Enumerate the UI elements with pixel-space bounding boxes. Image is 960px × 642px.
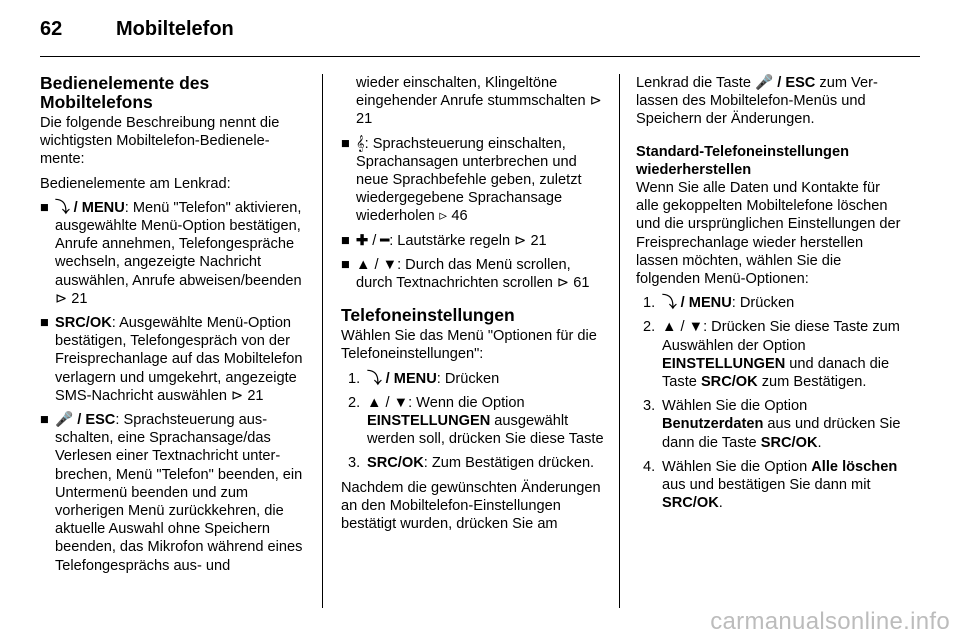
item-text: aus und bestätigen Sie dann mit	[662, 477, 871, 494]
list-item	[40, 411, 308, 575]
list-item	[341, 135, 605, 226]
item-text: wieder einschalten, Klingeltöne eingehender Anrufe stummschalten	[356, 75, 590, 110]
separator: /	[368, 232, 381, 249]
step-item	[341, 394, 605, 449]
page-number: 62	[40, 18, 63, 40]
step-item	[636, 294, 906, 312]
step-item	[636, 458, 906, 513]
item-text: : Zum Bestätigen drücken.	[423, 455, 595, 472]
page-ref-icon: ⊳	[231, 387, 244, 404]
page-ref: 21	[530, 232, 547, 249]
phone-icon: ⤵	[662, 295, 677, 312]
step-number: 4.	[643, 458, 656, 475]
paragraph: Wenn Sie alle Daten und Kontakte für alle gekoppelten Mobiltelefone löschen und die ursprünglichen Einstellungen der Freisprechanlage wieder herstellen lassen möchten, wählen Sie die folgenden Menü-Optionen:	[636, 180, 901, 288]
key-label: / MENU	[680, 295, 732, 312]
step-item	[341, 454, 605, 472]
key-label: SRC/OK	[700, 374, 758, 391]
item-text: : Ausgewählte Menü-Option bestätigen, Telefongespräch von der Freisprechanlage auf das Mobiltelefon verlagern und umgekehrt, angezeigte SMS-Nachricht auswählen	[55, 315, 303, 404]
separator: /	[381, 394, 394, 411]
paragraph: Nachdem die gewünschten Änderungen an den Mobiltelefon-Einstellungen bestätigt wurden, drücken Sie am	[341, 479, 601, 533]
key-label: SRC/OK	[55, 315, 112, 332]
item-text: : Menü "Telefon" aktivieren, ausgewählte Menü-Option bestätigen, Anrufe annehmen, Telefongespräche wechseln, angezeigte Nachricht auswählen, Anrufe abweisen/beenden	[55, 199, 302, 289]
plus-icon: ✚	[356, 232, 369, 249]
list-item	[341, 256, 605, 292]
page-ref: 21	[247, 387, 264, 404]
separator: /	[370, 256, 383, 273]
key-label: / MENU	[73, 199, 125, 216]
bullet: ■	[40, 199, 49, 216]
bullet: ■	[40, 315, 49, 332]
page-ref-icon: ⊳	[514, 232, 527, 249]
key-label: SRC/OK	[662, 495, 719, 512]
bullet: ■	[341, 256, 350, 273]
list-item	[40, 199, 308, 308]
column-divider	[619, 74, 620, 608]
section-heading: Bedienelemente des Mobiltelefons	[40, 73, 210, 112]
item-text: : Lautstärke regeln	[389, 232, 515, 249]
item-text: .	[718, 495, 723, 512]
bullet: ■	[341, 232, 350, 249]
item-text: Lenkrad die Taste	[636, 75, 755, 91]
voice-off-icon: 🎤	[55, 412, 74, 429]
item-text: zum Verlassen des Mobiltelefon-Menüs und Speichern der Änderungen.	[636, 75, 878, 128]
voice-off-icon: 🎤	[755, 75, 774, 91]
step-number: 1.	[643, 295, 656, 312]
page-ref-icon: ⊳	[589, 93, 602, 110]
step-item	[636, 397, 906, 452]
item-text: Wählen Sie die Option	[662, 398, 808, 415]
page-ref-icon: ⊳	[556, 275, 570, 292]
item-text: .	[817, 434, 822, 451]
arrow-down-icon: ▼	[393, 394, 409, 411]
key-label: / ESC	[777, 75, 816, 91]
minus-icon: ━	[380, 232, 390, 249]
header-rule	[40, 56, 920, 57]
arrow-up-icon: ▲	[356, 256, 371, 273]
list-item	[341, 232, 605, 250]
separator: /	[676, 319, 689, 336]
page-ref-icon: ⊳	[438, 208, 448, 225]
section-heading: Telefoneinstellungen	[341, 305, 515, 326]
option-label: Alle löschen	[811, 458, 898, 475]
item-text: ausgewählt werden soll, drücken Sie diese Taste	[367, 413, 604, 448]
page-ref: 61	[573, 275, 590, 292]
phone-icon: ⤵	[367, 370, 382, 387]
column-divider	[322, 74, 323, 608]
option-label: EINSTELLUNGEN	[662, 355, 786, 372]
item-text: : Drücken	[731, 295, 795, 312]
page-ref: 21	[71, 290, 88, 307]
paragraph: Bedienelemente am Lenkrad:	[40, 175, 231, 192]
bullet: ■	[40, 412, 49, 429]
arrow-up-icon: ▲	[367, 394, 382, 411]
arrow-down-icon: ▼	[688, 319, 704, 336]
page-title: Mobiltelefon	[116, 18, 234, 40]
step-item	[341, 370, 605, 388]
watermark: carmanualsonline.info	[710, 608, 950, 635]
paragraph: Wählen Sie das Menü "Optionen für die Telefoneinstellungen":	[341, 328, 597, 363]
item-text: : Sprachsteuerung ausschalten, eine Sprachansage/das Verlesen einer Textnachricht unterbrechen, Menü "Telefon" beenden, ein Untermenü beenden und zum vorherigen Menü zurückkehren, die aktuelle Auswahl ohne Speichern beenden, das Mikrofon während eines Telefongesprächs aus- und	[55, 412, 303, 574]
item-text: aus und drücken Sie dann die Taste	[662, 416, 901, 451]
paragraph: Die folgende Beschreibung nennt die wichtigsten Mobiltelefon-Bedienelemente:	[40, 115, 280, 168]
item-text: zum Bestätigen.	[757, 374, 867, 391]
subsection-heading: Standard-Telefoneinstellungen wiederherstellen	[636, 143, 849, 178]
item-text: : Drücken Sie diese Taste zum Auswählen der Option	[662, 319, 900, 354]
paragraph	[636, 74, 906, 129]
list-item-continued	[341, 74, 605, 129]
step-number: 3.	[348, 455, 361, 472]
step-number: 1.	[348, 370, 361, 387]
step-number: 2.	[643, 319, 656, 336]
page-ref: 21	[356, 111, 373, 128]
step-item	[636, 318, 906, 391]
column-2	[341, 74, 605, 539]
phone-icon: ⤵	[55, 199, 70, 216]
item-text: Wählen Sie die Option	[662, 458, 812, 475]
key-label: SRC/OK	[367, 455, 424, 472]
option-label: Benutzerdaten	[662, 416, 764, 433]
column-1	[40, 74, 308, 581]
item-text: : Drücken	[436, 370, 500, 387]
step-number: 3.	[643, 398, 656, 415]
item-text: : Wenn die Option	[408, 394, 525, 411]
key-label: / MENU	[385, 370, 437, 387]
item-text: und danach die Taste	[662, 355, 890, 391]
key-label: / ESC	[77, 412, 116, 429]
page-ref-icon: ⊳	[55, 290, 68, 307]
microphone-icon: 𝄞	[356, 135, 365, 152]
option-label: EINSTELLUNGEN	[367, 413, 491, 430]
item-text: : Sprachsteuerung einschalten, Sprachansagen unterbrechen und neue Sprachbefehle geben, zuletzt wiedergegebene Sprachansage wiederholen	[356, 135, 582, 225]
arrow-down-icon: ▼	[382, 256, 398, 273]
list-item	[40, 314, 308, 405]
key-label: SRC/OK	[760, 434, 818, 451]
step-number: 2.	[348, 394, 361, 411]
arrow-up-icon: ▲	[662, 319, 677, 336]
bullet: ■	[341, 135, 350, 152]
column-3	[636, 74, 906, 518]
item-text: : Durch das Menü scrollen, durch Textnachrichten scrollen	[356, 256, 571, 292]
page-ref: 46	[451, 208, 468, 225]
